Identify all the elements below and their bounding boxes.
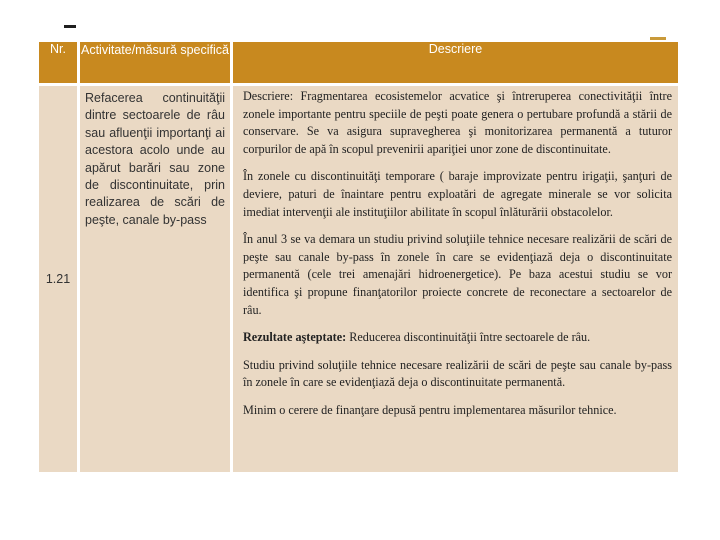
row-description — [233, 86, 678, 472]
table-row — [39, 86, 678, 472]
description-intro-paragraph — [243, 88, 672, 158]
description-paragraph-3: În anul 3 se va demara un studiu privind soluţiile tehnice necesare realizării de scări de peşte sau canale by-pass în zonele în care se evidenţiază deja o discontinuitate permanentă (cele trei amenajări hidroenergetice). Pe baza acestui studiu se vor identifica şi propune finanţatorilor proiecte concrete de reconectare a sectoarelor de râu. — [243, 232, 672, 317]
results-paragraph — [243, 329, 672, 347]
description-label: Descriere — [243, 89, 290, 103]
row-activity: Refacerea continuităţii dintre sectoarele de râu sau afluenţii importanţi ai acestora acolo unde au apărut barări sau zone de discontinuitate, prin realizarea de scări de peşte, canale by-pass — [80, 86, 230, 472]
header-nr: Nr. — [39, 42, 77, 83]
header-activity: Activitate/măsură specifică — [80, 42, 230, 83]
measures-table — [36, 39, 681, 475]
description-intro-text: : Fragmentarea ecosistemelor acvatice şi întreruperea conectivităţii între zonele importante pentru speciile de peşti poate genera o pertubare profundă a stării de conservare. Se va asigura supravegherea şi monitorizarea permanentă a tuturor corpurilor de apă în scopul prevenirii apariţiei unor zone de discontinuitate. — [243, 89, 672, 156]
slide-decoration-left — [64, 25, 76, 28]
description-paragraph-2: În zonele cu discontinuităţi temporare ( baraje improvizate pentru irigaţii, şanţuri de deviere, paturi de înaintare pentru exploatări de agregate minerale se vor solicita imediat intervenţii ale instituţiilor abilitate în scopul înlăturării obstacolelor. — [243, 169, 672, 219]
description-paragraph-6: Minim o cerere de finanţare depusă pentru implementarea măsurilor tehnice. — [243, 402, 617, 417]
row-nr: 1.21 — [39, 86, 77, 472]
results-text: Reducerea discontinuităţii între sectoarele de râu. — [346, 330, 591, 345]
header-description: Descriere — [233, 42, 678, 83]
table-header-row — [39, 42, 678, 83]
results-label: Rezultate aşteptate: — [243, 330, 347, 345]
description-paragraph-5: Studiu privind soluţiile tehnice necesare realizării de scări de peşte sau canale by-pass în zonele în care se evidenţiază deja o discontinuitate permanentă. — [243, 357, 672, 390]
